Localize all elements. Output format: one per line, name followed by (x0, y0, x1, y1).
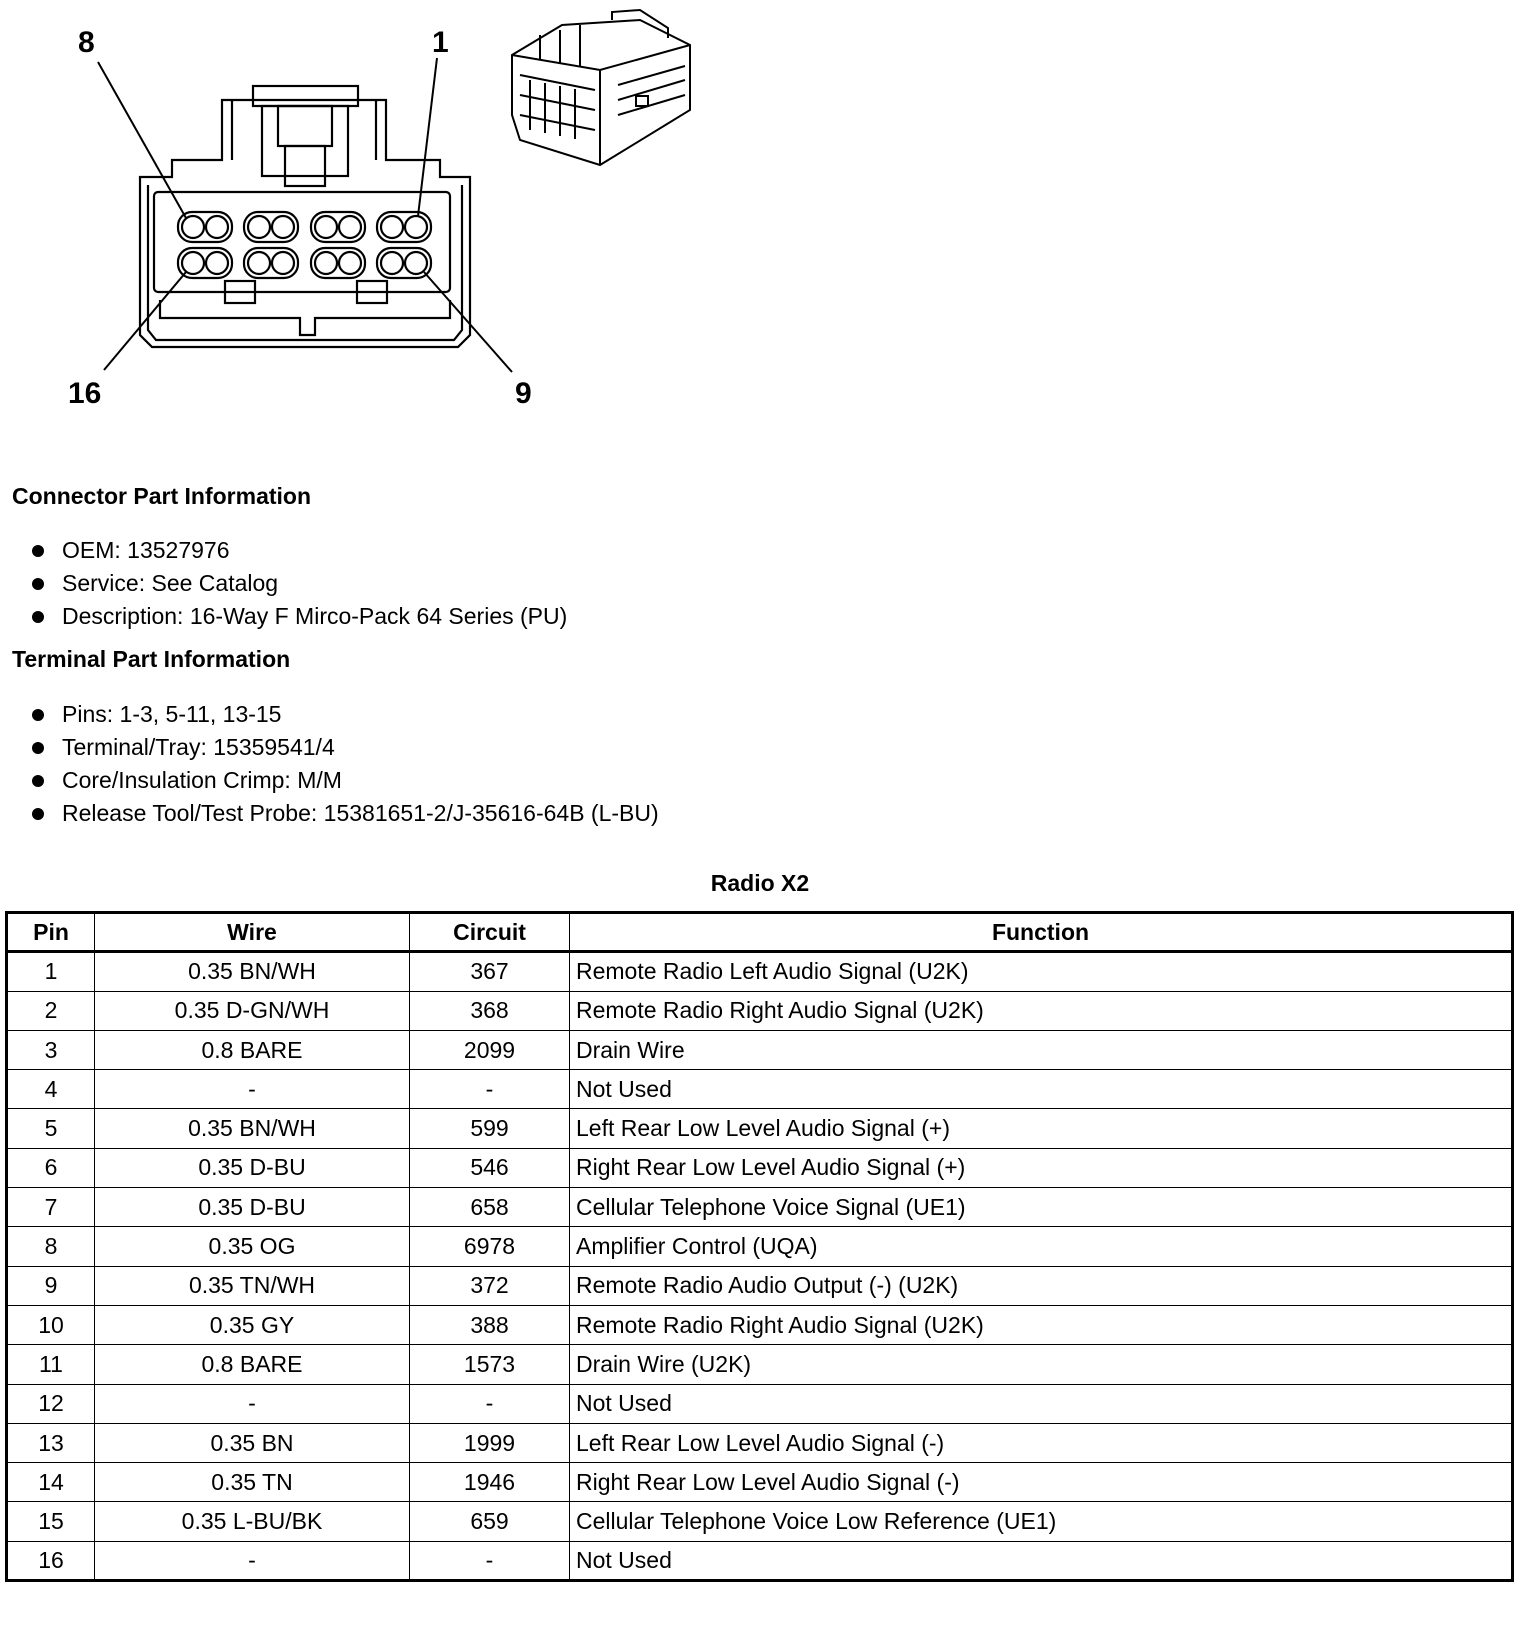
cell-circuit: 658 (410, 1188, 570, 1227)
cell-wire: 0.35 GY (95, 1305, 410, 1344)
cell-function: Remote Radio Audio Output (-) (U2K) (570, 1266, 1513, 1305)
cell-circuit: 2099 (410, 1030, 570, 1069)
table-row (7, 991, 1513, 1030)
cell-wire: - (95, 1070, 410, 1109)
cell-function: Remote Radio Right Audio Signal (U2K) (570, 991, 1513, 1030)
cell-circuit: 388 (410, 1305, 570, 1344)
bullet-icon (32, 742, 44, 754)
cell-function: Remote Radio Left Audio Signal (U2K) (570, 952, 1513, 991)
table-row (7, 1502, 1513, 1541)
header-wire: Wire (95, 913, 410, 952)
terminal-pins: Pins: 1-3, 5-11, 13-15 (62, 701, 282, 727)
connector-body (140, 100, 470, 347)
connector-oem: OEM: 13527976 (62, 537, 230, 563)
terminal-release-tool: Release Tool/Test Probe: 15381651-2/J-35616-64B (L-BU) (62, 800, 659, 826)
list-item (30, 600, 567, 633)
connector-diagram (0, 0, 720, 420)
cell-pin: 10 (7, 1305, 95, 1344)
connector-info-heading: Connector Part Information (12, 483, 312, 509)
cell-wire: - (95, 1541, 410, 1580)
table-header-row (7, 913, 1513, 952)
cell-wire: 0.35 D-BU (95, 1148, 410, 1187)
cell-function: Left Rear Low Level Audio Signal (-) (570, 1423, 1513, 1462)
connector-3d-view (512, 10, 690, 165)
cell-circuit: 1573 (410, 1345, 570, 1384)
bullet-icon (32, 709, 44, 721)
cell-pin: 16 (7, 1541, 95, 1580)
bullet-icon (32, 578, 44, 590)
terminal-crimp: Core/Insulation Crimp: M/M (62, 767, 342, 793)
table-row (7, 1030, 1513, 1069)
cell-function: Drain Wire (U2K) (570, 1345, 1513, 1384)
cell-function: Not Used (570, 1541, 1513, 1580)
table-row (7, 1423, 1513, 1462)
bullet-icon (32, 545, 44, 557)
table-body (7, 952, 1513, 1581)
list-item (30, 731, 659, 764)
cell-wire: 0.35 TN/WH (95, 1266, 410, 1305)
cell-function: Not Used (570, 1384, 1513, 1423)
cell-circuit: 6978 (410, 1227, 570, 1266)
cell-wire: 0.35 L-BU/BK (95, 1502, 410, 1541)
header-pin: Pin (7, 913, 95, 952)
bullet-icon (32, 808, 44, 820)
cell-wire: 0.35 BN (95, 1423, 410, 1462)
cell-circuit: 368 (410, 991, 570, 1030)
cell-circuit: 659 (410, 1502, 570, 1541)
bullet-icon (32, 775, 44, 787)
cell-pin: 11 (7, 1345, 95, 1384)
header-function: Function (570, 913, 1513, 952)
cell-pin: 4 (7, 1070, 95, 1109)
cell-function: Drain Wire (570, 1030, 1513, 1069)
pin-label-8: 8 (78, 26, 95, 59)
pin-label-9: 9 (515, 377, 532, 410)
table-title: Radio X2 (710, 870, 810, 896)
table-row (7, 1188, 1513, 1227)
cell-wire: 0.35 D-GN/WH (95, 991, 410, 1030)
cell-pin: 15 (7, 1502, 95, 1541)
terminal-info-heading: Terminal Part Information (12, 646, 291, 672)
table-row (7, 1266, 1513, 1305)
cell-pin: 9 (7, 1266, 95, 1305)
connector-service: Service: See Catalog (62, 570, 279, 596)
cell-pin: 5 (7, 1109, 95, 1148)
cavity-row-bottom (178, 248, 431, 278)
pin-label-1: 1 (432, 26, 449, 59)
cell-function: Cellular Telephone Voice Signal (UE1) (570, 1188, 1513, 1227)
cell-wire: 0.8 BARE (95, 1345, 410, 1384)
header-circuit: Circuit (410, 913, 570, 952)
cell-pin: 7 (7, 1188, 95, 1227)
cell-circuit: 1999 (410, 1423, 570, 1462)
cell-circuit: 367 (410, 952, 570, 991)
cell-function: Left Rear Low Level Audio Signal (+) (570, 1109, 1513, 1148)
cell-pin: 2 (7, 991, 95, 1030)
cell-function: Right Rear Low Level Audio Signal (+) (570, 1148, 1513, 1187)
cell-wire: 0.35 BN/WH (95, 952, 410, 991)
list-item (30, 534, 567, 567)
cell-wire: - (95, 1384, 410, 1423)
pin-label-16: 16 (68, 377, 102, 410)
connector-info-list (30, 534, 567, 633)
cell-function: Cellular Telephone Voice Low Reference (UE1) (570, 1502, 1513, 1541)
table-row (7, 1305, 1513, 1344)
cell-pin: 1 (7, 952, 95, 991)
table-row (7, 1227, 1513, 1266)
cavity-row-top (178, 212, 431, 242)
cell-function: Remote Radio Right Audio Signal (U2K) (570, 1305, 1513, 1344)
cell-wire: 0.8 BARE (95, 1030, 410, 1069)
cell-circuit: - (410, 1070, 570, 1109)
cell-pin: 12 (7, 1384, 95, 1423)
table-row (7, 952, 1513, 991)
cell-function: Not Used (570, 1070, 1513, 1109)
pinout-table (5, 911, 1514, 1582)
table-row (7, 1148, 1513, 1187)
cell-wire: 0.35 OG (95, 1227, 410, 1266)
cell-wire: 0.35 BN/WH (95, 1109, 410, 1148)
table-row (7, 1463, 1513, 1502)
cell-circuit: 372 (410, 1266, 570, 1305)
bullet-icon (32, 611, 44, 623)
cell-circuit: 546 (410, 1148, 570, 1187)
list-item (30, 698, 659, 731)
terminal-info-list (30, 698, 659, 830)
cell-pin: 8 (7, 1227, 95, 1266)
cell-pin: 3 (7, 1030, 95, 1069)
cell-function: Right Rear Low Level Audio Signal (-) (570, 1463, 1513, 1502)
list-item (30, 797, 659, 830)
table-row (7, 1541, 1513, 1580)
list-item (30, 567, 567, 600)
cell-pin: 6 (7, 1148, 95, 1187)
cell-circuit: 1946 (410, 1463, 570, 1502)
table-row (7, 1384, 1513, 1423)
cell-circuit: - (410, 1541, 570, 1580)
list-item (30, 764, 659, 797)
connector-description: Description: 16-Way F Mirco-Pack 64 Series (PU) (62, 603, 568, 629)
cell-circuit: 599 (410, 1109, 570, 1148)
cell-pin: 13 (7, 1423, 95, 1462)
cell-circuit: - (410, 1384, 570, 1423)
cell-pin: 14 (7, 1463, 95, 1502)
terminal-tray: Terminal/Tray: 15359541/4 (62, 734, 335, 760)
table-row (7, 1070, 1513, 1109)
cell-function: Amplifier Control (UQA) (570, 1227, 1513, 1266)
table-row (7, 1109, 1513, 1148)
cell-wire: 0.35 TN (95, 1463, 410, 1502)
table-row (7, 1345, 1513, 1384)
cell-wire: 0.35 D-BU (95, 1188, 410, 1227)
